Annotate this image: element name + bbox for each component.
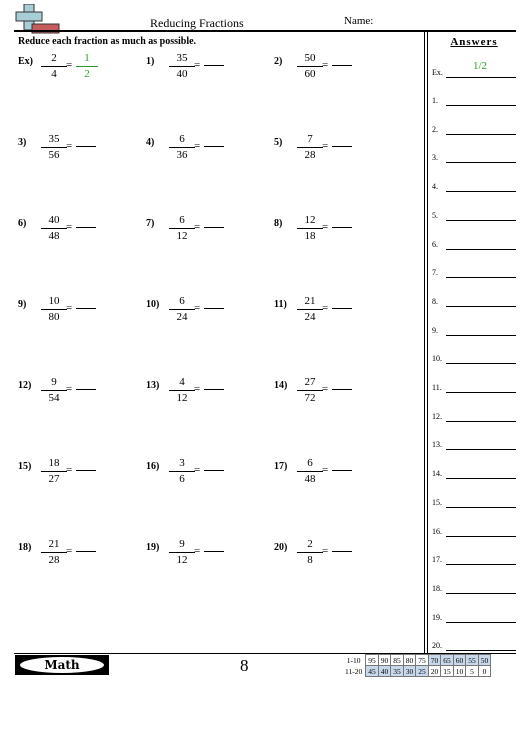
problem-item (146, 214, 266, 258)
score-row (343, 666, 491, 677)
score-row (343, 655, 491, 666)
fraction (169, 133, 195, 162)
answer-label: 8. (432, 296, 438, 306)
numerator: 1 (84, 52, 90, 64)
equals-sign: = (194, 545, 201, 557)
answer-label: 3. (432, 153, 438, 163)
problem-item (18, 457, 138, 501)
equals-sign: = (194, 464, 201, 476)
fraction (169, 214, 195, 243)
problem-item (18, 133, 138, 177)
problem-label: 11) (274, 299, 287, 310)
score-cell: 95 (366, 655, 379, 666)
numerator: 12 (304, 214, 316, 226)
equals-sign: = (322, 221, 329, 233)
equals-sign: = (322, 302, 329, 314)
score-cell: 10 (453, 666, 466, 677)
equals-sign: = (66, 221, 73, 233)
answer-blank[interactable] (204, 389, 224, 390)
numerator: 10 (48, 295, 60, 307)
fraction (297, 133, 323, 162)
answer-line[interactable] (446, 162, 516, 163)
problem-label: 1) (146, 56, 155, 67)
problem-label: 19) (146, 542, 160, 553)
answer-line[interactable] (446, 335, 516, 336)
problem-item (18, 538, 138, 582)
score-cell: 55 (466, 655, 479, 666)
answer-row (432, 326, 518, 340)
instructions: Reduce each fraction as much as possible. (18, 36, 197, 47)
fraction (41, 214, 67, 243)
denominator: 54 (48, 392, 60, 404)
numerator: 6 (307, 457, 313, 469)
fraction (169, 295, 195, 324)
answer-label: 20. (432, 641, 442, 651)
answer-line[interactable] (446, 478, 516, 479)
answer-line[interactable] (446, 105, 516, 106)
denominator: 6 (179, 473, 185, 485)
numerator: 2 (307, 538, 313, 550)
numerator: 2 (51, 52, 57, 64)
equals-sign: = (66, 59, 73, 71)
denominator: 48 (304, 473, 316, 485)
answer-label: 7. (432, 268, 438, 278)
numerator: 4 (179, 376, 185, 388)
fraction (41, 52, 67, 81)
denominator: 28 (48, 554, 60, 566)
answer-blank[interactable] (76, 146, 96, 147)
answer-column-divider (424, 32, 425, 654)
answer-label: 9. (432, 325, 438, 335)
score-cell: 25 (416, 666, 429, 677)
fraction (297, 52, 323, 81)
problem-item (274, 214, 394, 258)
fraction (297, 295, 323, 324)
score-cell: 75 (416, 655, 429, 666)
equals-sign: = (322, 59, 329, 71)
numerator: 6 (179, 295, 185, 307)
score-cell: 40 (378, 666, 391, 677)
answer-blank[interactable] (76, 389, 96, 390)
problem-item (18, 376, 138, 420)
answer-blank[interactable] (204, 146, 224, 147)
answer-row (432, 354, 518, 368)
denominator: 36 (176, 149, 188, 161)
example-problem (18, 52, 138, 96)
denominator: 48 (48, 230, 60, 242)
numerator: 6 (179, 214, 185, 226)
numerator: 21 (304, 295, 316, 307)
answer-label: 17. (432, 555, 442, 565)
problem-item (146, 52, 266, 96)
answer-row (432, 469, 518, 483)
answer-blank[interactable] (76, 308, 96, 309)
problem-item (274, 52, 394, 96)
answer-row (432, 268, 518, 282)
answer-blank[interactable] (332, 65, 352, 66)
score-cell: 50 (478, 655, 491, 666)
fraction (41, 133, 67, 162)
equals-sign: = (66, 383, 73, 395)
example-answer-value: 1/2 (473, 60, 488, 72)
score-cell: 65 (441, 655, 454, 666)
answer-row (432, 412, 518, 426)
answers-title: Answers (450, 36, 498, 48)
answer-row (432, 383, 518, 397)
numerator: 50 (304, 52, 316, 64)
denominator: 2 (84, 68, 90, 80)
header-rule (14, 30, 516, 32)
problem-label: 9) (18, 299, 27, 310)
example-answer-fraction (76, 52, 98, 81)
answer-row (432, 613, 518, 627)
numerator: 40 (48, 214, 60, 226)
answer-label: 5. (432, 210, 438, 220)
problem-label: 12) (18, 380, 32, 391)
numerator: 3 (179, 457, 185, 469)
score-row-label: 1-10 (346, 655, 361, 665)
score-table (343, 654, 491, 677)
answer-row (432, 125, 518, 139)
problem-label: 10) (146, 299, 160, 310)
problem-label: 14) (274, 380, 288, 391)
answer-blank[interactable] (76, 470, 96, 471)
problem-item (18, 295, 138, 339)
answer-row (432, 96, 518, 110)
score-row-label: 11-20 (345, 666, 363, 676)
answer-label: Ex. (432, 68, 443, 77)
denominator: 24 (304, 311, 316, 323)
answer-blank[interactable] (332, 227, 352, 228)
answer-label: 1. (432, 96, 438, 105)
problem-label: 20) (274, 542, 288, 553)
equals-sign: = (194, 221, 201, 233)
problem-item (274, 133, 394, 177)
answer-row (432, 211, 518, 225)
problem-item (146, 295, 266, 339)
equals-sign: = (194, 302, 201, 314)
answer-line[interactable] (446, 593, 516, 594)
answer-row (432, 498, 518, 512)
score-cell: 70 (428, 655, 441, 666)
fraction (41, 538, 67, 567)
equals-sign: = (322, 140, 329, 152)
denominator: 80 (48, 311, 60, 323)
answer-blank[interactable] (76, 227, 96, 228)
numerator: 7 (307, 133, 313, 145)
answer-label: 15. (432, 497, 442, 507)
equals-sign: = (322, 383, 329, 395)
denominator: 4 (51, 68, 57, 80)
answer-label: 19. (432, 612, 442, 622)
denominator: 56 (48, 149, 60, 161)
answer-line[interactable] (446, 650, 516, 651)
equals-sign: = (66, 545, 73, 557)
answer-blank[interactable] (204, 551, 224, 552)
answer-blank[interactable] (332, 470, 352, 471)
score-cell: 5 (466, 666, 479, 677)
denominator: 24 (176, 311, 188, 323)
numerator: 35 (176, 52, 188, 64)
answer-label: 11. (432, 383, 442, 392)
numerator: 9 (179, 538, 185, 550)
equals-sign: = (322, 545, 329, 557)
score-cell: 90 (378, 655, 391, 666)
answer-row (432, 440, 518, 454)
answer-label: 13. (432, 440, 442, 450)
answer-line[interactable] (446, 622, 516, 623)
answer-label: 18. (432, 583, 442, 593)
answer-blank[interactable] (332, 551, 352, 552)
numerator: 18 (48, 457, 60, 469)
answer-row (432, 584, 518, 598)
score-cell: 45 (366, 666, 379, 677)
subject-label: Math (20, 657, 104, 673)
problem-item (18, 214, 138, 258)
problem-label: 17) (274, 461, 288, 472)
answer-blank[interactable] (204, 308, 224, 309)
answer-line[interactable] (446, 536, 516, 537)
answer-line[interactable] (446, 421, 516, 422)
numerator: 21 (48, 538, 60, 550)
fraction (169, 376, 195, 405)
denominator: 27 (48, 473, 60, 485)
equals-sign: = (322, 464, 329, 476)
score-cell: 0 (478, 666, 491, 677)
answer-blank[interactable] (332, 389, 352, 390)
answer-row (432, 297, 518, 311)
equals-sign: = (194, 140, 201, 152)
fraction (169, 52, 195, 81)
answer-label: 16. (432, 526, 442, 536)
numerator: 9 (51, 376, 57, 388)
problem-item (274, 457, 394, 501)
answer-label: 12. (432, 411, 442, 421)
equals-sign: = (66, 302, 73, 314)
numerator: 6 (179, 133, 185, 145)
problem-label: 13) (146, 380, 160, 391)
problem-label: 8) (274, 218, 283, 229)
problem-item (274, 295, 394, 339)
answer-row (432, 240, 518, 254)
answer-label: 4. (432, 182, 438, 192)
denominator: 12 (176, 392, 188, 404)
problem-item (146, 133, 266, 177)
denominator: 60 (304, 68, 316, 80)
fraction (41, 295, 67, 324)
score-cell: 20 (428, 666, 441, 677)
equals-sign: = (194, 59, 201, 71)
answer-row (432, 153, 518, 167)
score-cell: 30 (403, 666, 416, 677)
answer-row (432, 182, 518, 196)
answer-line[interactable] (446, 191, 516, 192)
name-label: Name: (344, 15, 374, 27)
denominator: 72 (304, 392, 316, 404)
equals-sign: = (66, 464, 73, 476)
fraction (297, 457, 323, 486)
answer-column-divider (427, 32, 428, 654)
answer-label: 2. (432, 124, 438, 134)
denominator: 28 (304, 149, 316, 161)
problem-label: 5) (274, 137, 283, 148)
problem-item (146, 457, 266, 501)
fraction (169, 538, 195, 567)
answer-line[interactable] (446, 507, 516, 508)
answer-line (446, 77, 516, 78)
problem-label: 2) (274, 56, 283, 67)
problem-item (146, 376, 266, 420)
problem-label: 15) (18, 461, 32, 472)
problem-label: 6) (18, 218, 27, 229)
denominator: 40 (176, 68, 188, 80)
numerator: 27 (304, 376, 316, 388)
answer-blank[interactable] (332, 308, 352, 309)
fraction (41, 376, 67, 405)
fraction (169, 457, 195, 486)
answer-blank[interactable] (204, 65, 224, 66)
answer-blank[interactable] (76, 551, 96, 552)
score-cell: 80 (403, 655, 416, 666)
answer-line[interactable] (446, 564, 516, 565)
problem-label: 3) (18, 137, 27, 148)
fraction (297, 538, 323, 567)
answer-line[interactable] (446, 277, 516, 278)
denominator: 18 (304, 230, 316, 242)
answer-label: 14. (432, 469, 442, 479)
problem-label: 18) (18, 542, 32, 553)
answer-line[interactable] (446, 134, 516, 135)
fraction (41, 457, 67, 486)
answer-line[interactable] (446, 449, 516, 450)
fraction (297, 376, 323, 405)
answer-label: 10. (432, 354, 442, 364)
answer-line[interactable] (446, 249, 516, 250)
fraction (297, 214, 323, 243)
answer-line[interactable] (446, 392, 516, 393)
score-cell: 35 (391, 666, 404, 677)
answer-label: 6. (432, 239, 438, 249)
denominator: 12 (176, 230, 188, 242)
answer-blank[interactable] (204, 227, 224, 228)
problem-label: 16) (146, 461, 160, 472)
score-cell: 85 (391, 655, 404, 666)
denominator: 8 (307, 554, 313, 566)
page-number: 8 (240, 656, 249, 675)
answer-blank[interactable] (332, 146, 352, 147)
equals-sign: = (194, 383, 201, 395)
answer-line[interactable] (446, 306, 516, 307)
problem-label: 4) (146, 137, 155, 148)
denominator: 12 (176, 554, 188, 566)
answer-row (432, 527, 518, 541)
equals-sign: = (66, 140, 73, 152)
problem-item (146, 538, 266, 582)
problem-label: 7) (146, 218, 155, 229)
answer-line[interactable] (446, 220, 516, 221)
page-title: Reducing Fractions (150, 16, 244, 30)
numerator: 35 (48, 133, 60, 145)
score-cell: 15 (441, 666, 454, 677)
score-cell: 60 (453, 655, 466, 666)
problem-label: Ex) (18, 56, 33, 67)
answer-row (432, 555, 518, 569)
answer-line[interactable] (446, 363, 516, 364)
problem-item (274, 376, 394, 420)
answer-blank[interactable] (204, 470, 224, 471)
problem-item (274, 538, 394, 582)
